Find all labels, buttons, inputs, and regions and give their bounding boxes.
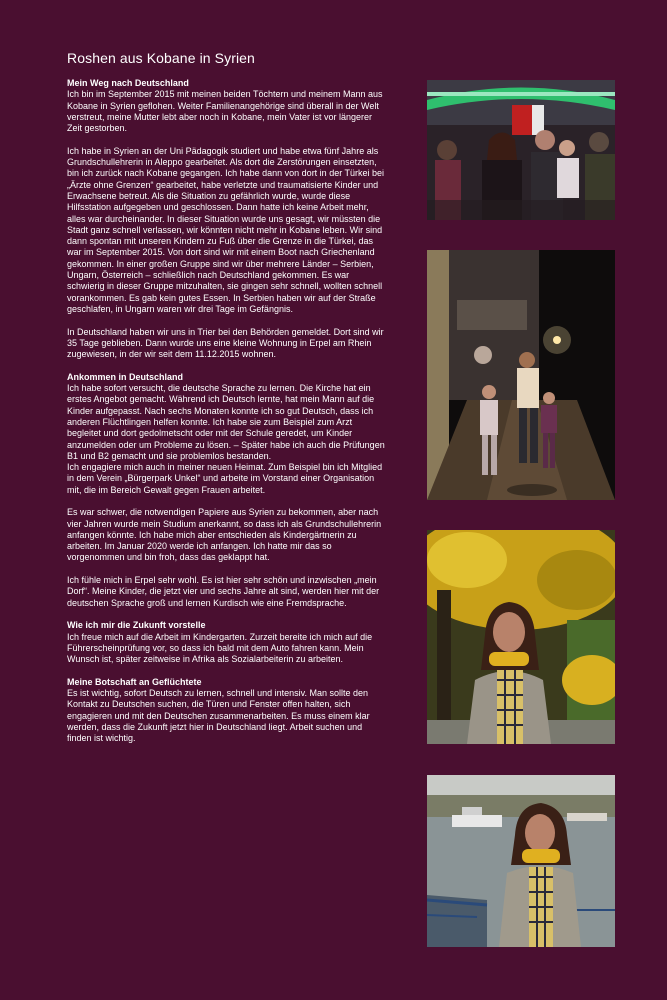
page-title: Roshen aus Kobane in Syrien <box>67 50 255 66</box>
paragraph: In Deutschland haben wir uns in Trier bei den Behörden gemeldet. Dort sind wir 35 Tage geblieben. Dann wurde uns eine kleine Wohnung in Erpel am Rhein zugewiesen, in der wir seit dem 11.12.2015 wohnen. <box>67 326 384 360</box>
photo-river-portrait <box>427 775 615 947</box>
paragraph: Ich freue mich auf die Arbeit im Kindergarten. Zurzeit bereite ich mich auf die Führerscheinprüfung vor, so dass ich bald mit dem Auto fahren kann. Mein Wunsch ist, später zeitweise in Afrika als Sozialarbeiterin zu arbeiten. <box>67 631 373 665</box>
paragraph: Es war schwer, die notwendigen Papiere aus Syrien zu bekommen, aber nach vier Jahren wurde mein Studium anerkannt, so dass ich als Grundschullehrerin anfangen könnte. Ich habe mich aber entschieden als Kindergärtnerin zu arbeiten. Im Januar 2020 werde ich anfangen. Ich hatte mir das so vorgenommen und bin froh, dass das geklappt hat. <box>67 507 382 563</box>
paragraph: Ich habe sofort versucht, die deutsche Sprache zu lernen. Die Kirche hat ein erstes Angebot gemacht. Während ich Deutsch lernte, hat mein Mann auf die Kinder aufgepasst. Nach sechs Monaten konnte ich so gut Deutsch, dass ich anderen Flüchtlingen helfen konnte. Ich habe sie zum Beispiel zum Arzt begleitet und dort gedolmetscht oder mit der Schule geredet, um Kinder anzumelden oder um Probleme zu lösen. – Später habe ich auch die Prüfungen B1 und B2 gemacht und sie problemlos bestanden. <box>67 383 385 461</box>
paragraph: Ich fühle mich in Erpel sehr wohl. Es ist hier sehr schön und inzwischen „mein Dorf“. Meine Kinder, die jetzt vier und sechs Jahre alt sind, werden hier mit der deutschen Sprache groß und lernen Kurdisch wie eine Fremdsprache. <box>67 575 380 608</box>
photo-autumn-portrait <box>427 530 615 744</box>
heading-ankommen: Ankommen in Deutschland <box>67 371 184 382</box>
paragraph: Ich habe in Syrien an der Uni Pädagogik studiert und habe etwa fünf Jahre als Grundschullehrerin in Aleppo gearbeitet. Als dort die Zerstörungen einsetzten, bin ich zurück nach Kobane gegangen. Ich habe dann von dort in der Türkei bei „Ärzte ohne Grenzen“ gearbeitet, habe verletzte und traumatisierte Kinder und Erwachsene betreut. Als die Situation zu gefährlich wurde, wurde diese Hilfsstation aufgegeben und geschlossen. Dann hatte ich keine Arbeit mehr, alles war durcheinander. In dieser Situation wurde uns gesagt, wir müssten die Stadt ganz schnell verlassen, wir könnten nicht mehr in Kobane leben. Wir sind dann spontan mit unseren Kindern zu Fuß über die Grenze in die Türkei, das war im September 2015. Von dort sind wir mit einem Boot nach Griechenland gekommen. In einer großen Gruppe sind wir über mehrere Länder – Serbien, Ungarn, Österreich – schließlich nach Deutschland gekommen. Es war schwierig in dieser Gruppe mitzuhalten, sie gingen sehr schnell, wollten schnell vorankommen. Es gab kein gutes Essen. In Serbien haben wir auf der Straße geschlafen, in Ungarn waren wir drei Tage im Gefängnis. <box>67 145 385 314</box>
photo-celebration <box>427 80 615 220</box>
paragraph: Es ist wichtig, sofort Deutsch zu lernen, schnell und intensiv. Man sollte den Kontakt zu Deutschen suchen, die Türen und Fenster offen halten, sich engagieren und mit den Deutschen zusammenarbeiten. Es muss einem klar werden, dass die Zukunft jetzt hier in Deutschland liegt. Arbeit suchen und finden ist wichtig. <box>67 688 370 744</box>
heading-weg: Mein Weg nach Deutschland <box>67 78 189 88</box>
heading-botschaft: Meine Botschaft an Geflüchtete <box>67 676 202 687</box>
photo-night-street <box>427 250 615 500</box>
article-text <box>67 78 385 756</box>
paragraph: Ich engagiere mich auch in meiner neuen Heimat. Zum Beispiel bin ich Mitglied in dem Verein „Bürgerpark Unkel“ und arbeite im Vorstand einer Organisation mit, die im Bereich Gewalt gegen Frauen arbeitet. <box>67 462 383 495</box>
paragraph: Ich bin im September 2015 mit meinen beiden Töchtern und meinem Mann aus Kobane in Syrien geflohen. Weiter Familienangehörige sind überall in der Welt verstreut, meine Mutter lebt aber noch in Kobane, mein Vater ist vor längerer Zeit gestorben. <box>67 89 383 134</box>
heading-zukunft: Wie ich mir die Zukunft vorstelle <box>67 620 206 631</box>
